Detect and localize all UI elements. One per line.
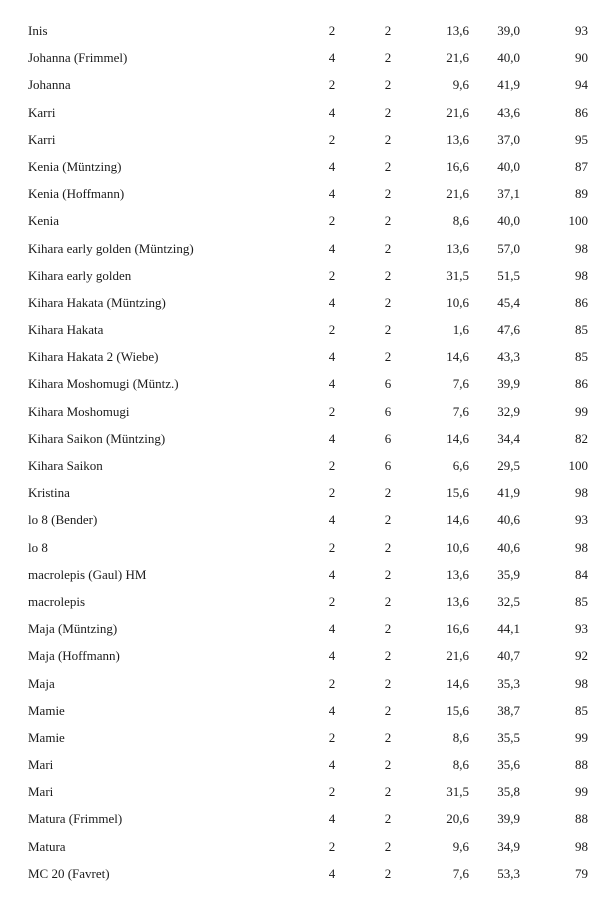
variety-name-cell: Karri <box>28 104 56 120</box>
column-4-cell: 14,6 <box>446 675 469 691</box>
column-6-cell: 79 <box>575 865 588 881</box>
column-4-cell: 13,6 <box>446 593 469 609</box>
column-2-cell: 4 <box>328 430 336 446</box>
table-row <box>0 561 604 588</box>
column-2-cell: 2 <box>328 485 336 501</box>
column-4-cell: 14,6 <box>446 512 469 528</box>
table-row <box>0 370 604 397</box>
column-6-cell: 92 <box>575 648 588 664</box>
column-5-cell: 51,5 <box>497 267 520 283</box>
column-3-cell: 2 <box>384 23 392 38</box>
column-3-cell: 2 <box>384 104 392 120</box>
column-4-cell: 15,6 <box>446 702 469 718</box>
table-row <box>0 235 604 262</box>
column-6-cell: 88 <box>575 811 588 827</box>
column-5-cell: 47,6 <box>497 322 520 338</box>
column-6-cell: 99 <box>575 403 588 419</box>
column-3-cell: 2 <box>384 702 392 718</box>
column-6-cell: 100 <box>568 213 588 229</box>
column-3-cell: 2 <box>384 294 392 310</box>
column-3-cell: 2 <box>384 675 392 691</box>
column-3-cell: 2 <box>384 267 392 283</box>
table-row <box>0 126 604 153</box>
column-4-cell: 14,6 <box>446 430 469 446</box>
column-6-cell: 98 <box>575 240 588 256</box>
column-3-cell: 2 <box>384 240 392 256</box>
table-row <box>0 425 604 452</box>
column-4-cell: 21,6 <box>446 186 469 202</box>
variety-name-cell: Maja (Hoffmann) <box>28 648 120 664</box>
variety-name-cell: Johanna <box>28 77 71 93</box>
column-4-cell: 21,6 <box>446 104 469 120</box>
table-row <box>0 99 604 126</box>
column-3-cell: 6 <box>384 458 392 473</box>
column-5-cell: 39,0 <box>497 23 520 38</box>
column-4-cell: 31,5 <box>446 784 469 800</box>
variety-name-cell: Karri <box>28 131 56 147</box>
column-4-cell: 13,6 <box>446 131 469 147</box>
column-3-cell: 2 <box>384 838 392 854</box>
column-6-cell: 86 <box>575 294 588 310</box>
variety-name-cell: Kristina <box>28 485 70 501</box>
table-row <box>0 697 604 724</box>
variety-name-cell: Kihara Hakata (Müntzing) <box>28 294 166 310</box>
variety-name-cell: Mamie <box>28 702 65 718</box>
column-6-cell: 99 <box>575 784 588 800</box>
variety-name-cell: Kihara early golden (Müntzing) <box>28 240 194 256</box>
column-6-cell: 93 <box>575 512 588 528</box>
column-5-cell: 35,8 <box>497 784 520 800</box>
variety-name-cell: macrolepis <box>28 593 86 609</box>
column-5-cell: 41,9 <box>497 77 520 93</box>
column-2-cell: 2 <box>328 838 336 854</box>
column-2-cell: 2 <box>328 213 336 229</box>
column-3-cell: 2 <box>384 349 392 365</box>
column-4-cell: 7,6 <box>452 865 469 881</box>
column-6-cell: 86 <box>575 376 588 392</box>
table-row <box>0 751 604 778</box>
column-5-cell: 37,0 <box>497 131 520 147</box>
variety-name-cell: MC 20 (Favret) <box>28 865 110 881</box>
data-table <box>0 17 604 887</box>
column-6-cell: 85 <box>575 702 588 718</box>
column-5-cell: 40,0 <box>497 158 520 174</box>
column-6-cell: 82 <box>575 430 588 446</box>
column-3-cell: 2 <box>384 131 392 147</box>
column-3-cell: 2 <box>384 757 392 773</box>
table-row <box>0 71 604 98</box>
column-2-cell: 4 <box>328 512 336 528</box>
variety-name-cell: Mari <box>28 784 54 800</box>
column-6-cell: 94 <box>575 77 588 93</box>
column-3-cell: 2 <box>384 566 392 582</box>
column-6-cell: 95 <box>575 131 588 147</box>
column-2-cell: 4 <box>328 702 336 718</box>
column-3-cell: 2 <box>384 322 392 338</box>
column-3-cell: 2 <box>384 158 392 174</box>
column-2-cell: 2 <box>328 593 336 609</box>
variety-name-cell: Mamie <box>28 729 65 745</box>
column-5-cell: 45,4 <box>497 294 520 310</box>
variety-name-cell: Matura <box>28 838 66 854</box>
column-3-cell: 2 <box>384 593 392 609</box>
column-3-cell: 2 <box>384 865 392 881</box>
column-4-cell: 13,6 <box>446 240 469 256</box>
table-row <box>0 262 604 289</box>
table-row <box>0 17 604 44</box>
variety-name-cell: Matura (Frimmel) <box>28 811 123 827</box>
variety-name-cell: Maja (Müntzing) <box>28 621 118 637</box>
column-5-cell: 29,5 <box>497 458 520 473</box>
variety-name-cell: Kihara Moshomugi (Müntz.) <box>28 376 179 392</box>
column-4-cell: 20,6 <box>446 811 469 827</box>
column-6-cell: 98 <box>575 539 588 555</box>
column-4-cell: 7,6 <box>452 403 469 419</box>
column-5-cell: 39,9 <box>497 811 520 827</box>
column-2-cell: 4 <box>328 566 336 582</box>
column-5-cell: 43,3 <box>497 349 520 365</box>
variety-name-cell: lo 8 <box>28 539 48 555</box>
column-6-cell: 85 <box>575 322 588 338</box>
column-3-cell: 2 <box>384 648 392 664</box>
column-2-cell: 4 <box>328 648 336 664</box>
table-row <box>0 860 604 887</box>
column-3-cell: 2 <box>384 512 392 528</box>
column-3-cell: 6 <box>384 403 392 419</box>
table-row <box>0 778 604 805</box>
column-2-cell: 4 <box>328 865 336 881</box>
table-row <box>0 670 604 697</box>
variety-name-cell: macrolepis (Gaul) HM <box>28 566 147 582</box>
variety-name-cell: Mari <box>28 757 54 773</box>
column-5-cell: 35,5 <box>497 729 520 745</box>
column-2-cell: 2 <box>328 539 336 555</box>
column-3-cell: 2 <box>384 485 392 501</box>
column-5-cell: 53,3 <box>497 865 520 881</box>
column-5-cell: 35,6 <box>497 757 520 773</box>
table-row <box>0 180 604 207</box>
column-3-cell: 2 <box>384 539 392 555</box>
column-2-cell: 2 <box>328 403 336 419</box>
column-5-cell: 38,7 <box>497 702 520 718</box>
column-2-cell: 2 <box>328 729 336 745</box>
variety-name-cell: Kihara early golden <box>28 267 132 283</box>
column-5-cell: 37,1 <box>497 186 520 202</box>
column-2-cell: 4 <box>328 757 336 773</box>
table-row <box>0 534 604 561</box>
column-2-cell: 2 <box>328 675 336 691</box>
column-2-cell: 4 <box>328 294 336 310</box>
column-5-cell: 40,6 <box>497 512 520 528</box>
column-2-cell: 4 <box>328 104 336 120</box>
column-6-cell: 98 <box>575 267 588 283</box>
column-3-cell: 6 <box>384 430 392 446</box>
column-4-cell: 14,6 <box>446 349 469 365</box>
column-4-cell: 6,6 <box>452 458 469 473</box>
column-2-cell: 2 <box>328 322 336 338</box>
variety-name-cell: Kihara Hakata <box>28 322 104 338</box>
table-row <box>0 479 604 506</box>
column-6-cell: 86 <box>575 104 588 120</box>
column-5-cell: 40,0 <box>497 213 520 229</box>
column-2-cell: 2 <box>328 784 336 800</box>
column-3-cell: 2 <box>384 50 392 66</box>
column-6-cell: 93 <box>575 621 588 637</box>
column-4-cell: 13,6 <box>446 23 469 38</box>
column-2-cell: 2 <box>328 131 336 147</box>
variety-name-cell: Kenia <box>28 213 60 229</box>
column-5-cell: 35,3 <box>497 675 520 691</box>
variety-name-cell: Inis <box>28 23 48 38</box>
column-4-cell: 9,6 <box>452 77 469 93</box>
column-4-cell: 10,6 <box>446 539 469 555</box>
column-2-cell: 4 <box>328 186 336 202</box>
column-3-cell: 2 <box>384 213 392 229</box>
table-row <box>0 153 604 180</box>
column-4-cell: 16,6 <box>446 621 469 637</box>
column-4-cell: 31,5 <box>446 267 469 283</box>
table-row <box>0 343 604 370</box>
column-4-cell: 21,6 <box>446 50 469 66</box>
column-6-cell: 99 <box>575 729 588 745</box>
column-2-cell: 4 <box>328 811 336 827</box>
column-5-cell: 44,1 <box>497 621 520 637</box>
table-row <box>0 588 604 615</box>
column-6-cell: 87 <box>575 158 588 174</box>
column-4-cell: 1,6 <box>452 322 469 338</box>
table-row <box>0 615 604 642</box>
column-6-cell: 98 <box>575 485 588 501</box>
column-5-cell: 41,9 <box>497 485 520 501</box>
column-2-cell: 4 <box>328 376 336 392</box>
column-4-cell: 16,6 <box>446 158 469 174</box>
column-5-cell: 40,7 <box>497 648 520 664</box>
column-4-cell: 21,6 <box>446 648 469 664</box>
column-5-cell: 34,9 <box>497 838 520 854</box>
table-row <box>0 506 604 533</box>
column-4-cell: 8,6 <box>452 213 469 229</box>
column-5-cell: 34,4 <box>497 430 520 446</box>
column-3-cell: 2 <box>384 77 392 93</box>
column-3-cell: 2 <box>384 186 392 202</box>
variety-name-cell: Kihara Saikon (Müntzing) <box>28 430 166 446</box>
column-6-cell: 88 <box>575 757 588 773</box>
column-2-cell: 2 <box>328 267 336 283</box>
column-2-cell: 4 <box>328 621 336 637</box>
table-row <box>0 724 604 751</box>
variety-name-cell: Kihara Saikon <box>28 458 103 473</box>
column-4-cell: 10,6 <box>446 294 469 310</box>
column-5-cell: 57,0 <box>497 240 520 256</box>
column-5-cell: 39,9 <box>497 376 520 392</box>
column-3-cell: 2 <box>384 811 392 827</box>
column-6-cell: 85 <box>575 593 588 609</box>
column-3-cell: 2 <box>384 621 392 637</box>
column-5-cell: 40,6 <box>497 539 520 555</box>
table-row <box>0 805 604 832</box>
column-6-cell: 90 <box>575 50 588 66</box>
column-4-cell: 15,6 <box>446 485 469 501</box>
column-2-cell: 2 <box>328 23 336 38</box>
variety-name-cell: Kenia (Hoffmann) <box>28 186 125 202</box>
table-row <box>0 289 604 316</box>
column-2-cell: 2 <box>328 458 336 473</box>
column-2-cell: 2 <box>328 77 336 93</box>
table-row <box>0 44 604 71</box>
column-5-cell: 40,0 <box>497 50 520 66</box>
column-4-cell: 7,6 <box>452 376 469 392</box>
column-4-cell: 9,6 <box>452 838 469 854</box>
table-row <box>0 207 604 234</box>
column-5-cell: 32,5 <box>497 593 520 609</box>
column-5-cell: 32,9 <box>497 403 520 419</box>
column-6-cell: 100 <box>568 458 588 473</box>
variety-name-cell: lo 8 (Bender) <box>28 512 98 528</box>
column-6-cell: 89 <box>575 186 588 202</box>
table-row <box>0 833 604 860</box>
table-row <box>0 316 604 343</box>
variety-name-cell: Kihara Hakata 2 (Wiebe) <box>28 349 159 365</box>
column-5-cell: 43,6 <box>497 104 520 120</box>
column-4-cell: 8,6 <box>452 757 469 773</box>
column-6-cell: 85 <box>575 349 588 365</box>
column-3-cell: 6 <box>384 376 392 392</box>
column-6-cell: 84 <box>575 566 588 582</box>
column-2-cell: 4 <box>328 158 336 174</box>
column-2-cell: 4 <box>328 240 336 256</box>
column-3-cell: 2 <box>384 729 392 745</box>
table-row <box>0 398 604 425</box>
column-5-cell: 35,9 <box>497 566 520 582</box>
table-row <box>0 452 604 479</box>
column-4-cell: 8,6 <box>452 729 469 745</box>
column-6-cell: 93 <box>575 23 588 38</box>
column-2-cell: 4 <box>328 349 336 365</box>
variety-name-cell: Kenia (Müntzing) <box>28 158 122 174</box>
table-row <box>0 642 604 669</box>
column-3-cell: 2 <box>384 784 392 800</box>
variety-name-cell: Kihara Moshomugi <box>28 403 130 419</box>
column-2-cell: 4 <box>328 50 336 66</box>
variety-name-cell: Maja <box>28 675 55 691</box>
variety-name-cell: Johanna (Frimmel) <box>28 50 128 66</box>
column-6-cell: 98 <box>575 675 588 691</box>
column-4-cell: 13,6 <box>446 566 469 582</box>
column-6-cell: 98 <box>575 838 588 854</box>
